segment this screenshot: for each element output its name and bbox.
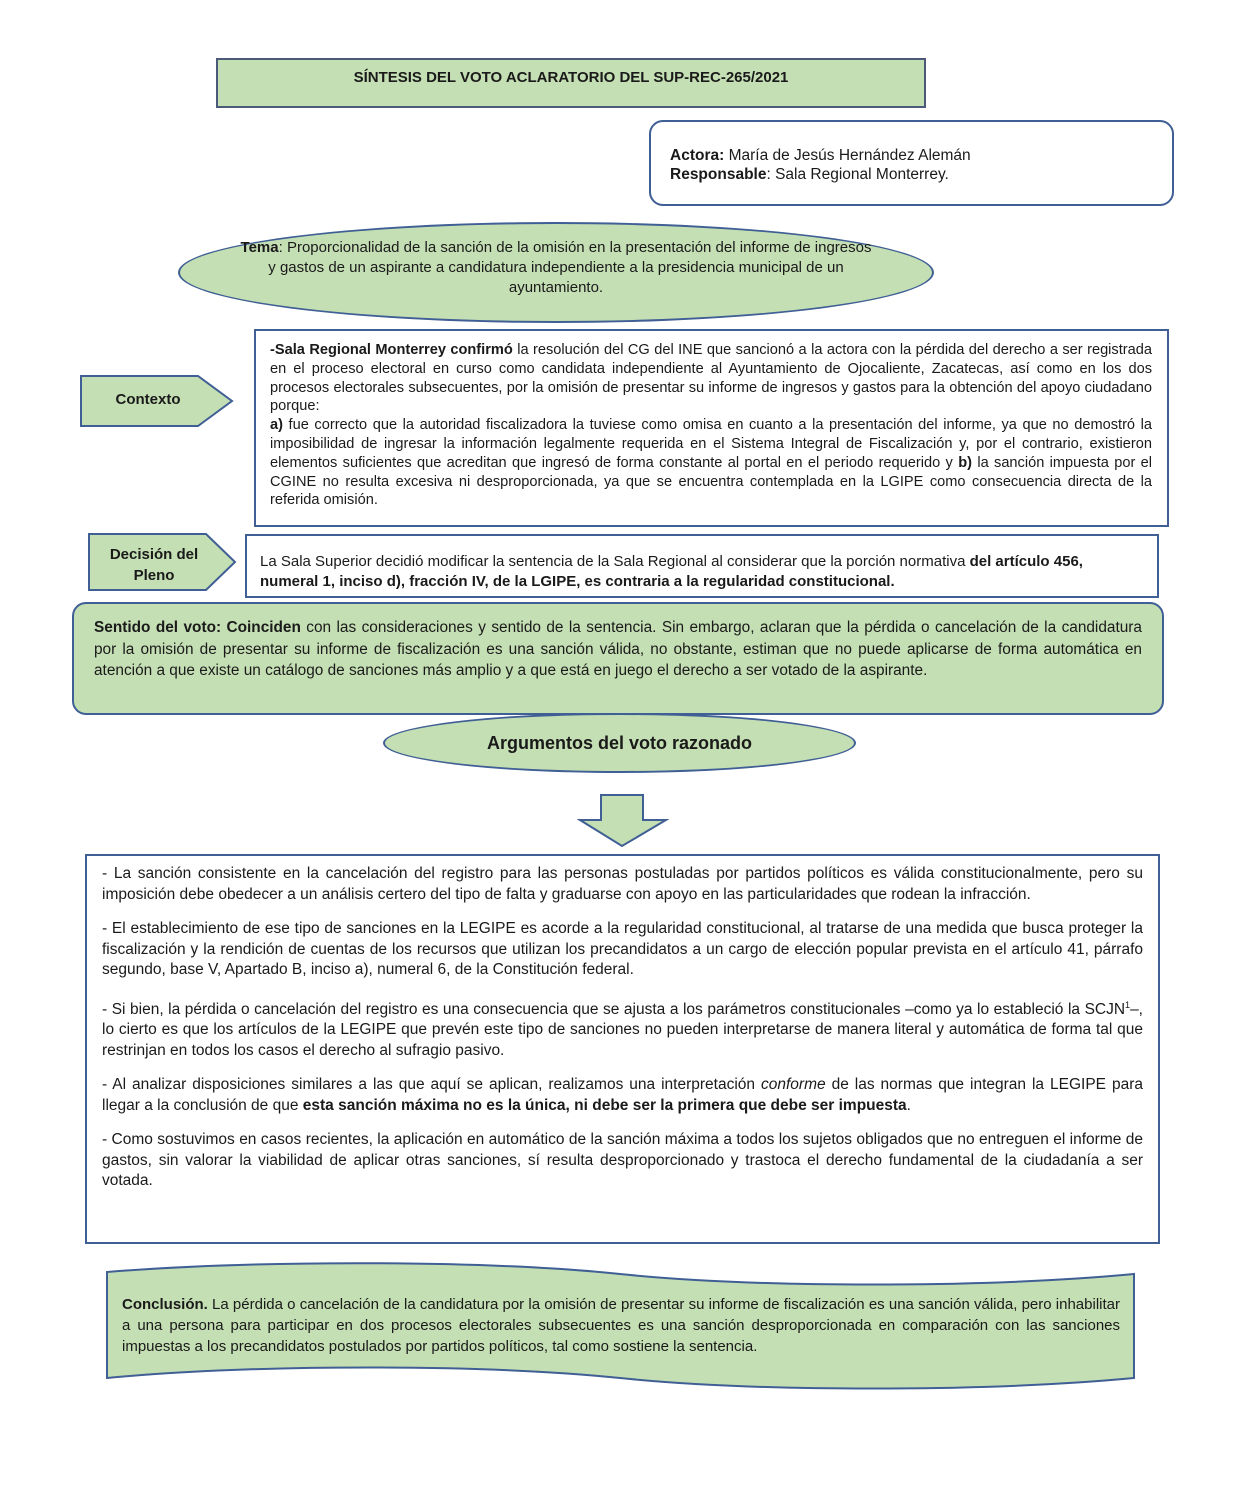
tema-label: Tema <box>240 239 279 256</box>
contexto-lead-text: la resolución del CG del INE que sancionó a la actora con la pérdida del derecho a ser registrada en el proceso electoral en curso como candidata independiente al Ayuntamiento de Ojocaliente, Zacatecas, así como en los dos procesos electorales subsecuentes, por la omisión de presentar su informe de ingresos y gastos para la obtención del apoyo ciudadano porque: <box>270 342 1152 415</box>
responsable-value: : Sala Regional Monterrey. <box>766 166 949 183</box>
argumento-4-part-b: de las normas que integran la LEGIPE para llegar a la conclusión de que <box>102 1076 1143 1114</box>
conclusion-text-block <box>122 1294 1120 1357</box>
parties-box <box>649 120 1174 206</box>
argumento-4-part-a: - Al analizar disposiciones similares a las que aquí se aplican, realizamos una interpretación <box>102 1076 761 1094</box>
sentido-text: con las consideraciones y sentido de la sentencia. Sin embargo, aclaran que la pérdida o cancelación de la candidatura por la omisión de presentar su informe de fiscalización es una sanción válida, no obstante, estiman que no puede aplicarse de forma automática en atención a que existe un catálogo de sanciones más amplio y a que está en juego el derecho a ser votado de la aspirante. <box>94 619 1142 679</box>
contexto-b-label: b) <box>958 454 972 471</box>
responsable-label: Responsable <box>670 166 767 183</box>
argumento-3 <box>102 995 1143 1062</box>
argumento-3-part-b: –, lo cierto es que los artículos de la LEGIPE que prevén este tipo de sanciones no pueden interpretarse de manera literal y automática de forma tal que restrinjan en todos los casos el derecho al sufragio pasivo. <box>102 1000 1143 1059</box>
tema-ellipse <box>178 222 934 323</box>
decision-text: La Sala Superior decidió modificar la sentencia de la Sala Regional al considerar que la porción normativa <box>260 553 970 570</box>
argumento-4 <box>102 1075 1143 1116</box>
actora-value: María de Jesús Hernández Alemán <box>724 147 971 164</box>
sentido-voto-box <box>72 602 1164 715</box>
contexto-box <box>254 329 1169 527</box>
argumentos-title: Argumentos del voto razonado <box>486 733 753 753</box>
title-text: SÍNTESIS DEL VOTO ACLARATORIO DEL SUP-REC-265/2021 <box>353 69 789 86</box>
footnote-ref: 1 <box>1125 999 1131 1010</box>
argumento-4-italic: conforme <box>760 1076 826 1094</box>
decision-label-line2: Pleno <box>133 567 175 584</box>
argumento-4-part-c: . <box>906 1096 911 1114</box>
argumento-1: - La sanción consistente en la cancelación del registro para las personas postuladas por partidos políticos es válida constitucionalmente, pero su imposición debe obedecer a un análisis certero del tipo de falta y graduarse con apoyo en las particularidades que rodean la infracción. <box>102 865 1143 903</box>
contexto-a-text: fue correcto que la autoridad fiscalizadora la tuviese como omisa en cuanto a la presentación del informe, ya que no demostró la imposibilidad de ingresar la información legalmente requerida en el Sistema Integral de Fiscalización y, por el contrario, existieron elementos suficientes que acreditan que ingresó de forma constante al portal en el periodo requerido y <box>270 417 1152 471</box>
document-title <box>216 58 926 108</box>
conclusion-label: Conclusión. <box>122 1296 208 1313</box>
argumentos-box <box>85 854 1160 1244</box>
conclusion-text: La pérdida o cancelación de la candidatura por la omisión de presentar su informe de fiscalización es una sanción válida, pero inhabilitar a una persona para participar en dos procesos electorales subsecuentes es una sanción desproporcionada en comparación con las sanciones impuestas a los precandidatos postulados por partidos políticos, tal como sostiene la sentencia. <box>122 1296 1120 1355</box>
decision-bold: del artículo 456, numeral 1, inciso d), fracción IV, de la LGIPE, es contraria a la regularidad constitucional. <box>260 553 1083 590</box>
contexto-a-label: a) <box>270 417 283 434</box>
responsable-line <box>670 165 1172 184</box>
decision-label <box>92 544 216 586</box>
actora-label: Actora: <box>670 147 725 164</box>
argumentos-title-ellipse <box>383 713 856 773</box>
decision-box <box>245 534 1159 598</box>
actora-line <box>670 146 1172 165</box>
down-arrow-icon <box>577 794 669 848</box>
decision-label-line1: Decisión del <box>109 546 199 563</box>
argumento-2: - El establecimiento de ese tipo de sanciones en la LEGIPE es acorde a la regularidad constitucional, al tratarse de una medida que busca proteger la fiscalización y la rendición de cuentas de los recursos que utilizan los precandidatos a un cargo de elección popular prevista en el artículo 41, párrafo segundo, base V, Apartado B, inciso a), numeral 6, de la Constitución federal. <box>102 920 1143 978</box>
sentido-label: Sentido del voto: Coinciden <box>94 619 301 636</box>
argumento-4-bold: esta sanción máxima no es la única, ni debe ser la primera que debe ser impuesta <box>302 1096 907 1114</box>
contexto-lead-bold: -Sala Regional Monterrey confirmó <box>270 342 513 358</box>
contexto-b-text: la sanción impuesta por el CGINE no resulta excesiva ni desproporcionada, ya que se encuentra contemplada en la LGIPE como consecuencia directa de la referida omisión. <box>270 454 1152 509</box>
tema-text: : Proporcionalidad de la sanción de la omisión en la presentación del informe de ingresos y gastos de un aspirante a candidatura independiente a la presidencia municipal de un ayuntamiento. <box>268 239 872 296</box>
argumento-3-part-a: - Si bien, la pérdida o cancelación del registro es una consecuencia que se ajusta a los parámetros constitucionales –como ya lo estableció la SCJN <box>102 1000 1126 1018</box>
contexto-label: Contexto <box>115 391 181 408</box>
argumento-5: - Como sostuvimos en casos recientes, la aplicación en automático de la sanción máxima a todos los sujetos obligados que no entreguen el informe de gastos, sin valorar la viabilidad de aplicar otras sanciones, sí resulta desproporcionado y trastoca el derecho fundamental de la ciudadanía a ser votada. <box>102 1131 1143 1190</box>
